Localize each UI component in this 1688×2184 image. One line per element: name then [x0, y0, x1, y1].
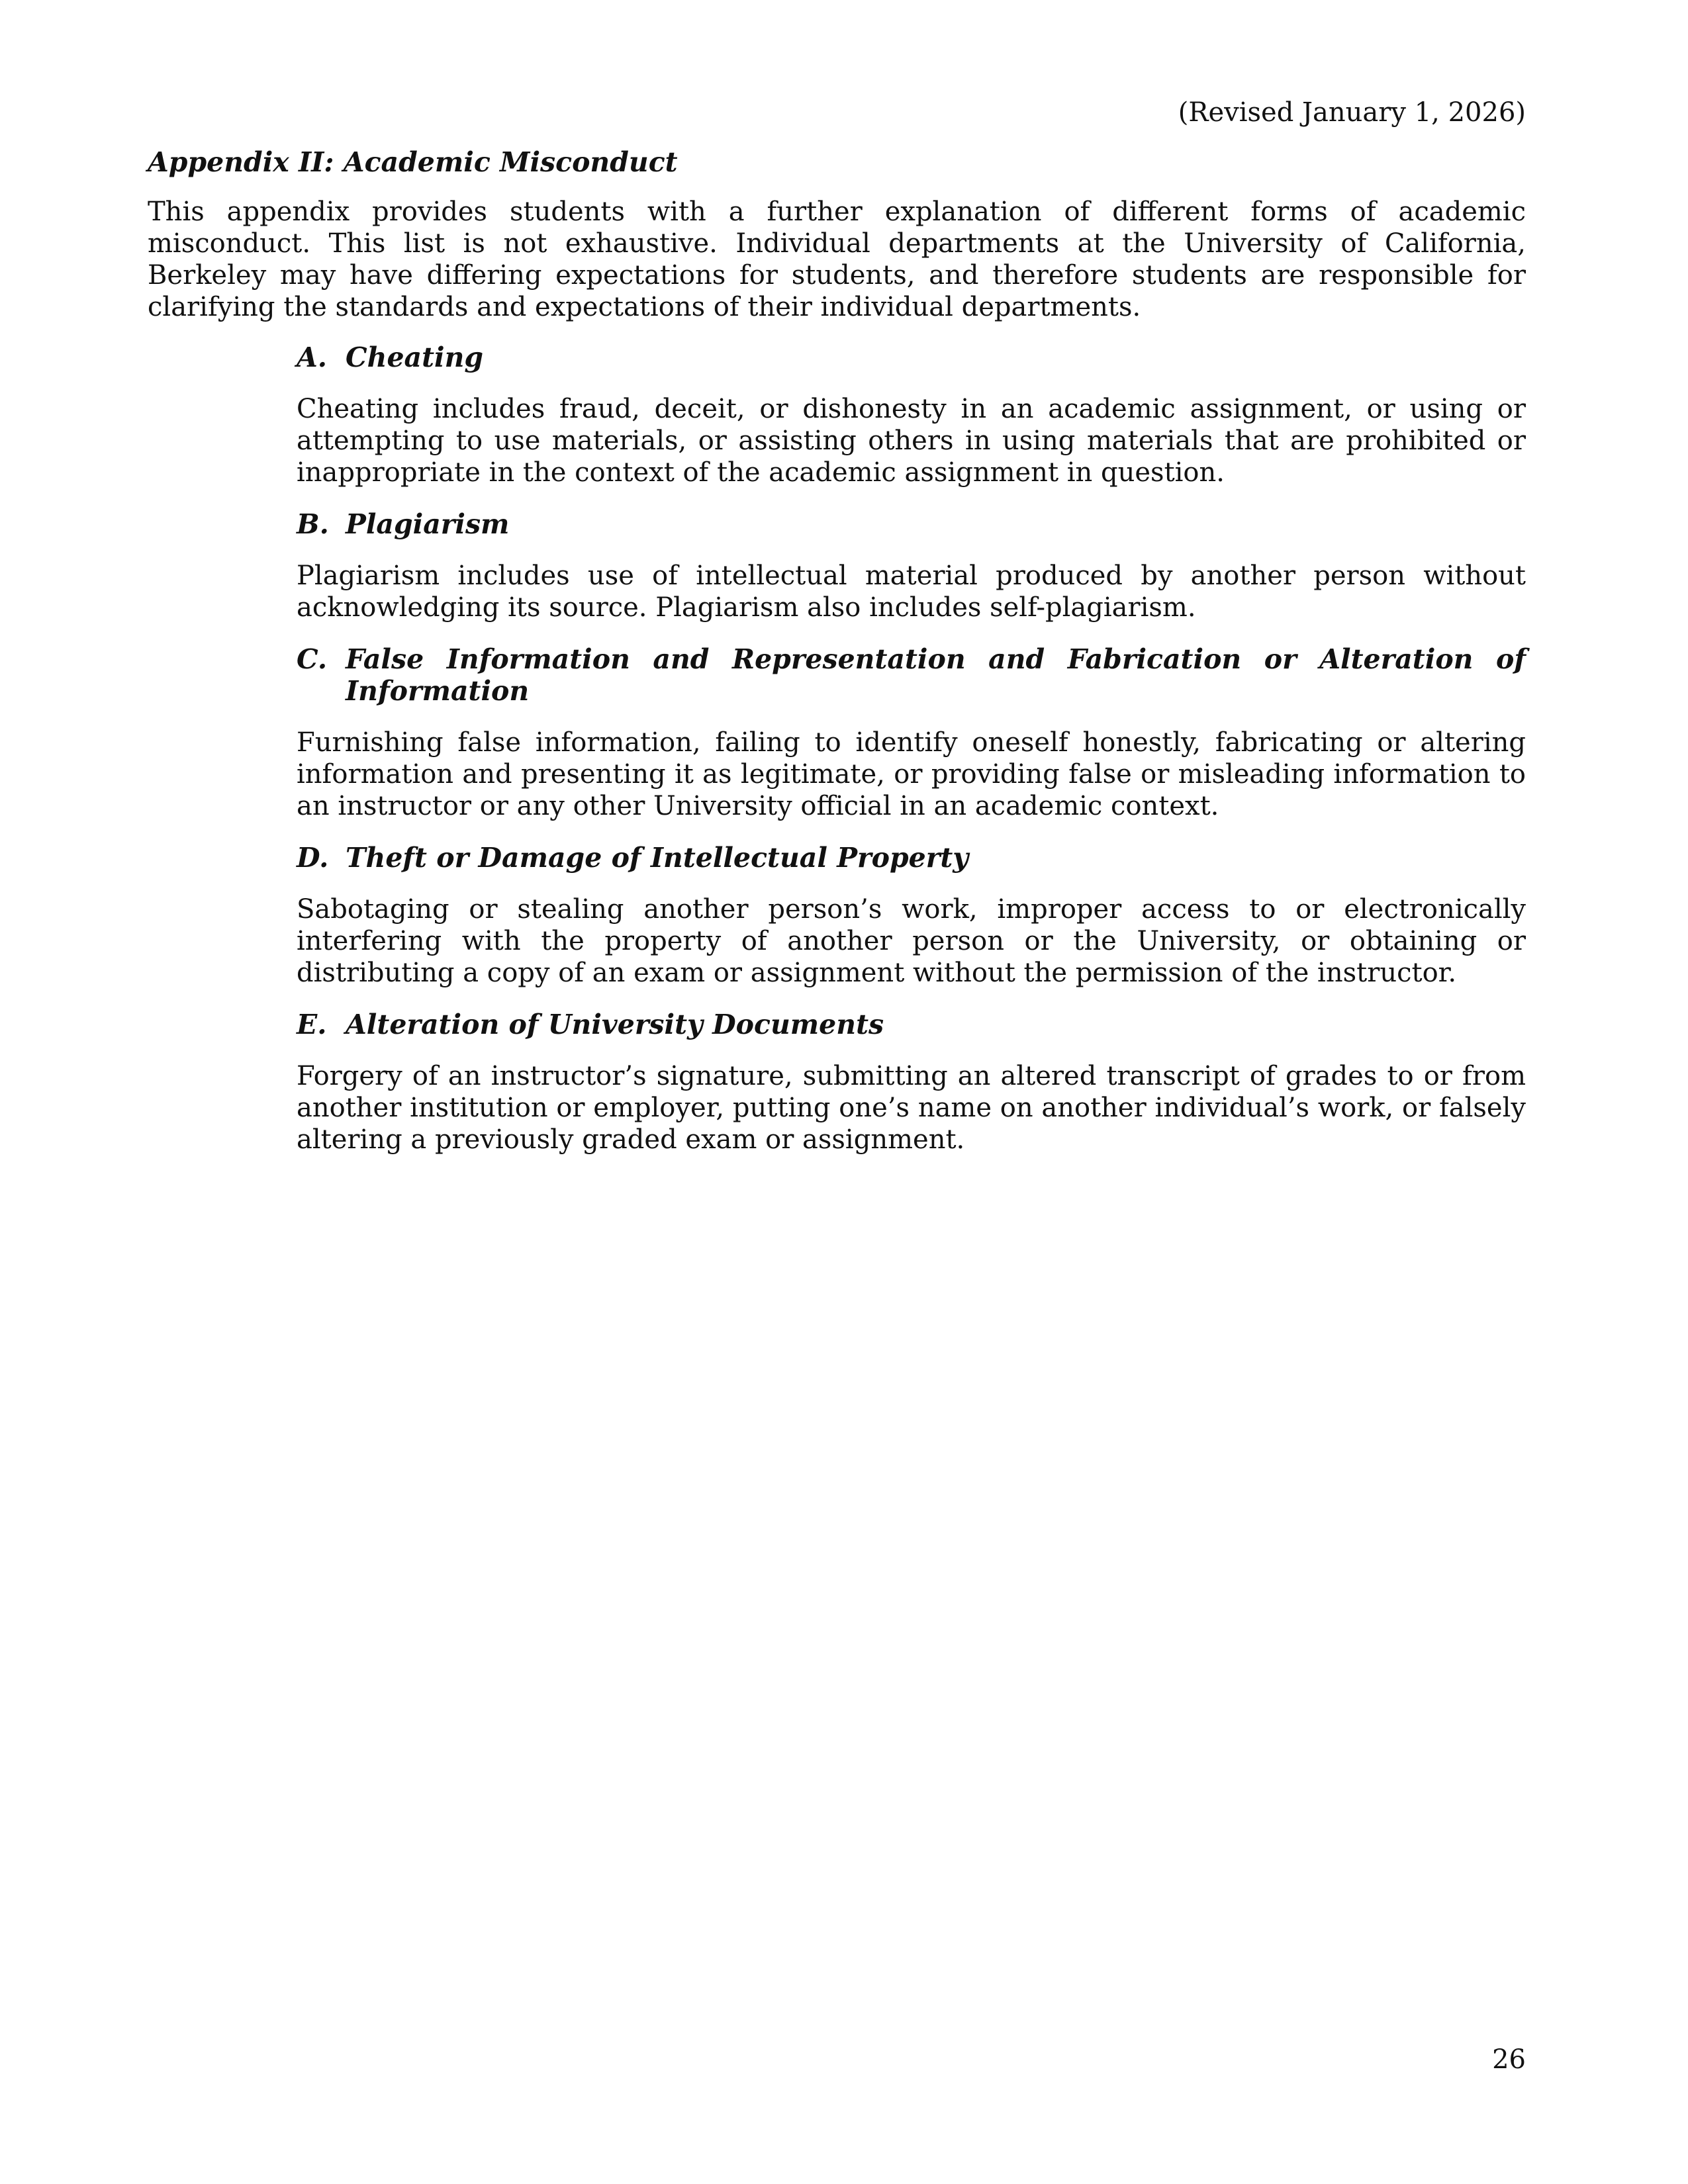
page-number: 26	[1492, 2044, 1526, 2075]
section-theft-damage	[297, 842, 1526, 989]
section-title: Alteration of University Documents	[346, 1009, 884, 1040]
section-letter: A.	[297, 341, 328, 373]
section-plagiarism	[297, 508, 1526, 623]
section-heading	[297, 1009, 1526, 1040]
section-letter: D.	[297, 842, 329, 874]
section-body: Forgery of an instructor’s signature, submitting an altered transcript of grades to or from another institution or employer, putting one’s name on another individual’s work, or falsely altering a previously graded exam or assignment.	[297, 1061, 1526, 1155]
section-letter: B.	[297, 508, 329, 540]
section-cheating	[297, 341, 1526, 488]
section-body: Sabotaging or stealing another person’s work, improper access to or electronically interfering with the property of another person or the University, or obtaining or distributing a copy of an exam or assignment without the permission of the instructor.	[297, 894, 1526, 988]
section-body: Furnishing false information, failing to identify oneself honestly, fabricating or altering information and presenting it as legitimate, or providing false or misleading information to an instructor or any other University official in an academic context.	[297, 727, 1526, 821]
section-heading	[297, 643, 1526, 707]
page-content	[148, 146, 1526, 1175]
section-title: False Information and Representation and Fabrication or Alteration of Information	[346, 643, 1526, 707]
section-title: Cheating	[346, 341, 484, 373]
section-body: Cheating includes fraud, deceit, or dishonesty in an academic assignment, or using or attempting to use materials, or assisting others in using materials that are prohibited or inappropriate in the context of the academic assignment in question.	[297, 394, 1526, 488]
section-body: Plagiarism includes use of intellectual material produced by another person without acknowledging its source. Plagiarism also includes self-plagiarism.	[297, 561, 1526, 623]
section-heading	[297, 341, 1526, 373]
appendix-title: Appendix II: Academic Misconduct	[148, 146, 678, 178]
revision-date: (Revised January 1, 2026)	[1178, 97, 1526, 128]
section-title: Theft or Damage of Intellectual Property	[346, 842, 969, 874]
section-false-information	[297, 643, 1526, 822]
section-heading	[297, 842, 1526, 874]
appendix-intro-paragraph: This appendix provides students with a further explanation of different forms of academic misconduct. This list is not exhaustive. Individual departments at the University of California, Berkeley may have differing expectations for students, and therefore students are responsible for clarifying the standards and expectations of their individual departments.	[148, 197, 1526, 322]
section-letter: C.	[297, 643, 328, 675]
section-alteration-documents	[297, 1009, 1526, 1156]
section-heading	[297, 508, 1526, 540]
section-letter: E.	[297, 1009, 327, 1040]
section-title: Plagiarism	[346, 508, 510, 540]
